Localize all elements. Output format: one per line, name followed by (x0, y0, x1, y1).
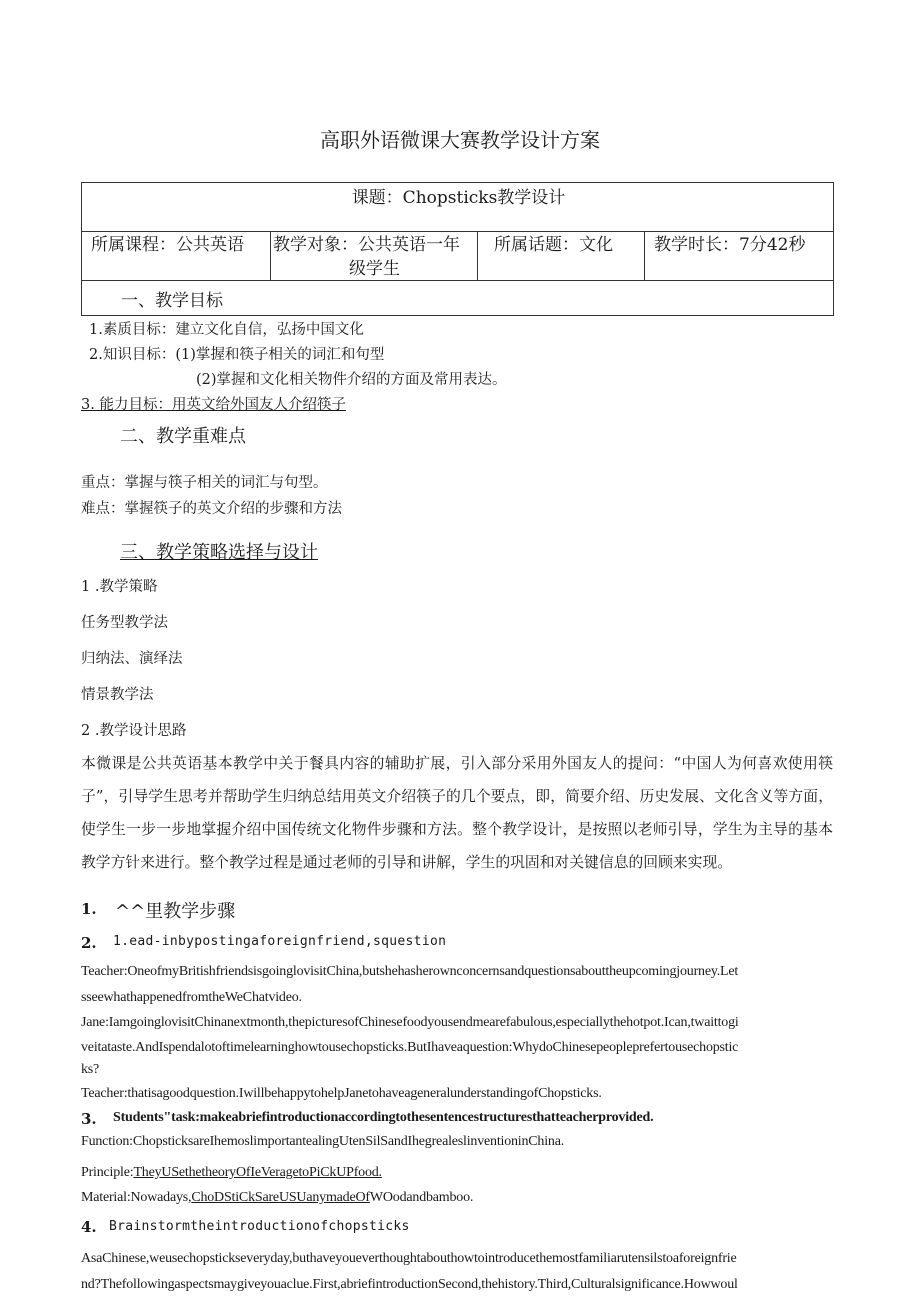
teacher-line-cont: sseewhathappenedfromtheWeChatvideo. (81, 990, 302, 1005)
brainstorm-paragraph-cont: nd?Thefollowingaspectsmaygiveyouaclue.First,abriefintroductionSecond,thehistory.Third,Culturalsignificance.Howwoul (81, 1277, 738, 1292)
table-audience-line1: 教学对象：公共英语一年 (273, 235, 460, 255)
strategy-item: 归纳法、演绎法 (81, 651, 183, 667)
difficulty: 难点：掌握筷子的英文介绍的步骤和方法 (81, 501, 342, 517)
table-column-divider (644, 231, 645, 281)
step-lead-in: 1.ead-inbypostingaforeignfriend,squestion (113, 934, 447, 949)
step-number: 1. (81, 900, 97, 918)
brainstorm-paragraph: AsaChinese,weusechopstickseveryday,buthaveyoueverthoughtabouthowtointroducethemostfamiliarutensilstoaforeignfrie (81, 1251, 737, 1266)
material-text: ChoDStiCkSareUSUanymadeOf (191, 1190, 370, 1205)
jane-line-cont: veitataste.AndIspendalotoftimelearninghowtousechopsticks.ButIhaveaquestion:WhydoChinesepeopleprefertousechopstic (81, 1040, 739, 1055)
students-task: Students"task:makeabriefintroductionaccordingtothesentencestructuresthatteacherprovided. (113, 1110, 654, 1125)
goal-1: 1.素质目标：建立文化自信，弘扬中国文化 (89, 322, 364, 338)
table-subject: 所属话题：文化 (494, 235, 613, 255)
section-heading-strategy: 三、教学策略选择与设计 (120, 542, 318, 563)
step-number: 4. (81, 1218, 97, 1236)
goal-3: 3. 能力目标：用英文给外国友人介绍筷子 (81, 397, 346, 413)
principle-label: Principle: (81, 1165, 134, 1180)
function-line: Function:ChopsticksareIhemoslimportantealingUtenSilSandIhegrealeslinventioninChina. (81, 1134, 565, 1149)
strategy-item: 任务型教学法 (81, 615, 168, 631)
teacher-line: Teacher:OneofmyBritishfriendsisgoinglovisitChina,butshehasherownconcernsandquestionsabouttheupcomingjourney.Let (81, 964, 739, 979)
material-label: Material:Nowadays, (81, 1190, 192, 1205)
jane-line-cont: ks? (81, 1062, 100, 1077)
brainstorm-heading: Brainstormtheintroductionofchopsticks (109, 1219, 410, 1234)
table-column-divider (270, 231, 271, 281)
page-title: 高职外语微课大赛教学设计方案 (320, 128, 600, 152)
table-topic: 课题：Chopsticks教学设计 (351, 188, 566, 208)
step-number: 2. (81, 934, 97, 952)
design-paragraph: 本微课是公共英语基本教学中关于餐具内容的辅助扩展，引入部分采用外国友人的提问：“中国人为何喜欢使用筷子”，引导学生思考并帮助学生归纳总结用英文介绍筷子的几个要点，即，简要介绍、历史发展、文化含义等方面，使学生一步一步地掌握介绍中国传统文化物件步骤和方法。整个教学设计，是按照以老师引导，学生为主导的基本教学方针来进行。整个教学过程是通过老师的引导和讲解，学生的巩固和对关键信息的回顾来实现。 (81, 755, 833, 871)
table-audience-line2: 级学生 (349, 259, 400, 279)
material-line (81, 1190, 473, 1206)
teacher-reply: Teacher:thatisagoodquestion.IwillbehappytohelpJanetohaveageneralunderstandingofChopsticks. (81, 1086, 602, 1101)
step-number: 3. (81, 1110, 97, 1128)
step-heading: ^^里教学步骤 (115, 901, 236, 922)
jane-line: Jane:IamgoinglovisitChinanextmonth,thepicturesofChinesefoodyousendmearefabulous,especiallythehotpot.Ican,twaittogi (81, 1015, 739, 1030)
goal-2b: (2)掌握和文化相关物件介绍的方面及常用表达。 (196, 372, 507, 388)
design-heading: 2 .教学设计思路 (81, 723, 187, 739)
goal-2: 2.知识目标：(1)掌握和筷子相关的词汇和句型 (89, 347, 385, 363)
key-point: 重点：掌握与筷子相关的词汇与句型。 (81, 475, 328, 491)
section-heading-key-points: 二、教学重难点 (120, 426, 246, 447)
info-table (81, 182, 834, 316)
strategy-heading: 1 .教学策略 (81, 579, 158, 595)
principle-line (81, 1165, 382, 1181)
section-heading-goals: 一、教学目标 (121, 291, 223, 311)
principle-text: TheyUSethetheoryOfIeVeragetoPiCkUPfood. (133, 1165, 382, 1180)
material-tail: WOodandbamboo. (369, 1190, 474, 1205)
table-course: 所属课程：公共英语 (91, 235, 244, 255)
strategy-item: 情景教学法 (81, 687, 154, 703)
table-duration: 教学时长：7分42秒 (654, 235, 806, 255)
table-column-divider (477, 231, 478, 281)
table-divider (82, 231, 833, 232)
